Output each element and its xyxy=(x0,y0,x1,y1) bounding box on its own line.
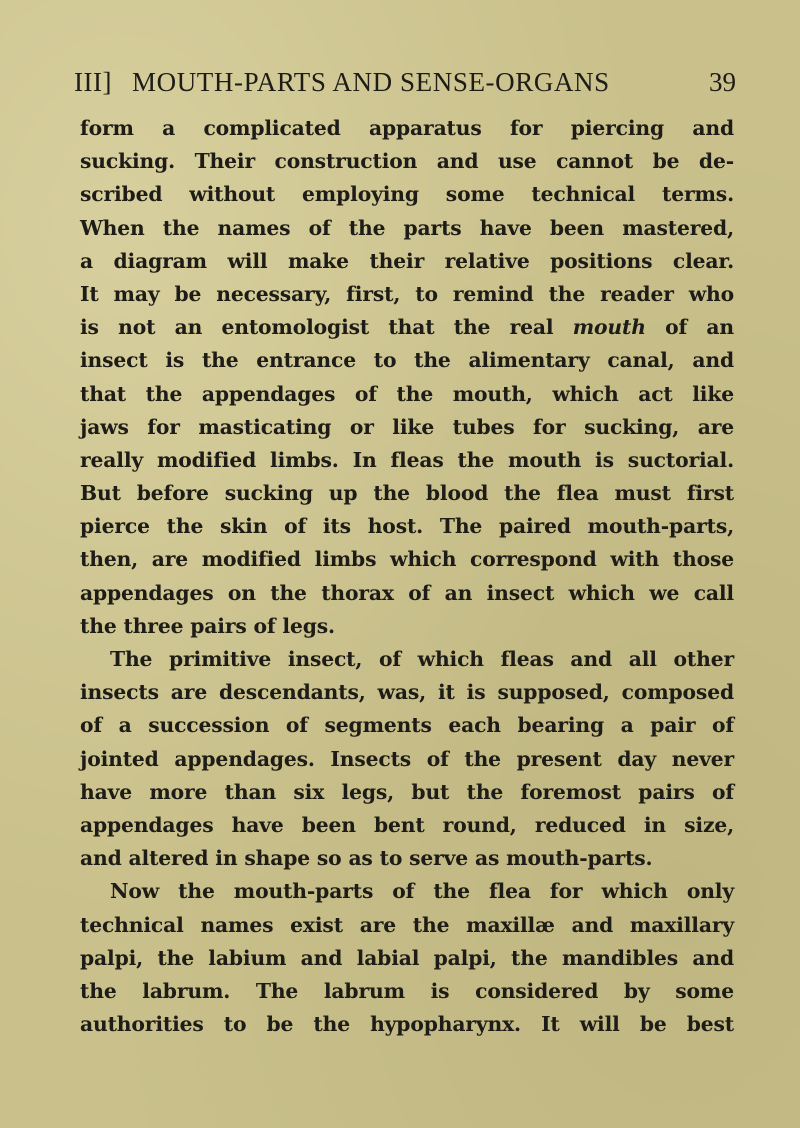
text-line: then, are modified limbs which correspond with those xyxy=(80,547,734,572)
chapter-mark: III] xyxy=(74,67,112,97)
text-line: palpi, the labium and labial palpi, the mandibles and xyxy=(80,945,734,970)
text-line: pierce the skin of its host. The paired mouth-parts, xyxy=(80,514,734,539)
page-header xyxy=(74,62,736,102)
text-line: the three pairs of legs. xyxy=(80,613,335,638)
text-line: appendages have been bent round, reduced in size, xyxy=(80,812,734,837)
text-line: scribed without employing some technical terms. xyxy=(80,182,734,207)
text-line: the labrum. The labrum is considered by some xyxy=(80,978,734,1003)
text-line: When the names of the parts have been mastered, xyxy=(80,215,734,240)
text-line: and altered in shape so as to serve as mouth-parts. xyxy=(80,846,653,871)
text-line: a diagram will make their relative positions clear. xyxy=(80,248,734,273)
text-line: The primitive insect, of which fleas and all other xyxy=(110,647,734,671)
text-line: form a complicated apparatus for piercing and xyxy=(80,116,734,140)
text-line: that the appendages of the mouth, which act like xyxy=(80,381,734,406)
text-line: of a succession of segments each bearing a pair of xyxy=(80,713,734,738)
text-line: jaws for masticating or like tubes for sucking, are xyxy=(80,414,734,439)
text-line: insects are descendants, was, it is supposed, composed xyxy=(80,680,734,705)
italic-term: mouth xyxy=(572,315,646,340)
text-line: It may be necessary, first, to remind the reader who xyxy=(80,281,734,306)
text-line xyxy=(80,311,734,344)
text-line: But before sucking up the blood the flea must first xyxy=(80,481,734,506)
text-line: authorities to be the hypopharynx. It will be best xyxy=(80,1012,734,1037)
body-text xyxy=(80,112,734,1041)
text-line: appendages on the thorax of an insect which we call xyxy=(80,580,734,605)
text-line: insect is the entrance to the alimentary canal, and xyxy=(80,348,734,373)
page-number: 39 xyxy=(709,67,736,97)
text-segment: is not an entomologist that the real xyxy=(80,315,554,340)
text-line: really modified limbs. In fleas the mouth is suctorial. xyxy=(80,447,734,472)
text-segment: of an xyxy=(665,315,734,340)
text-line: technical names exist are the maxillæ and maxillary xyxy=(80,912,734,937)
text-line: jointed appendages. Insects of the present day never xyxy=(80,746,734,771)
text-line: have more than six legs, but the foremost pairs of xyxy=(80,779,734,804)
text-line: sucking. Their construction and use cannot be de- xyxy=(80,149,734,174)
running-head: MOUTH-PARTS AND SENSE-ORGANS xyxy=(132,67,610,97)
text-line: Now the mouth-parts of the flea for which only xyxy=(110,879,734,904)
